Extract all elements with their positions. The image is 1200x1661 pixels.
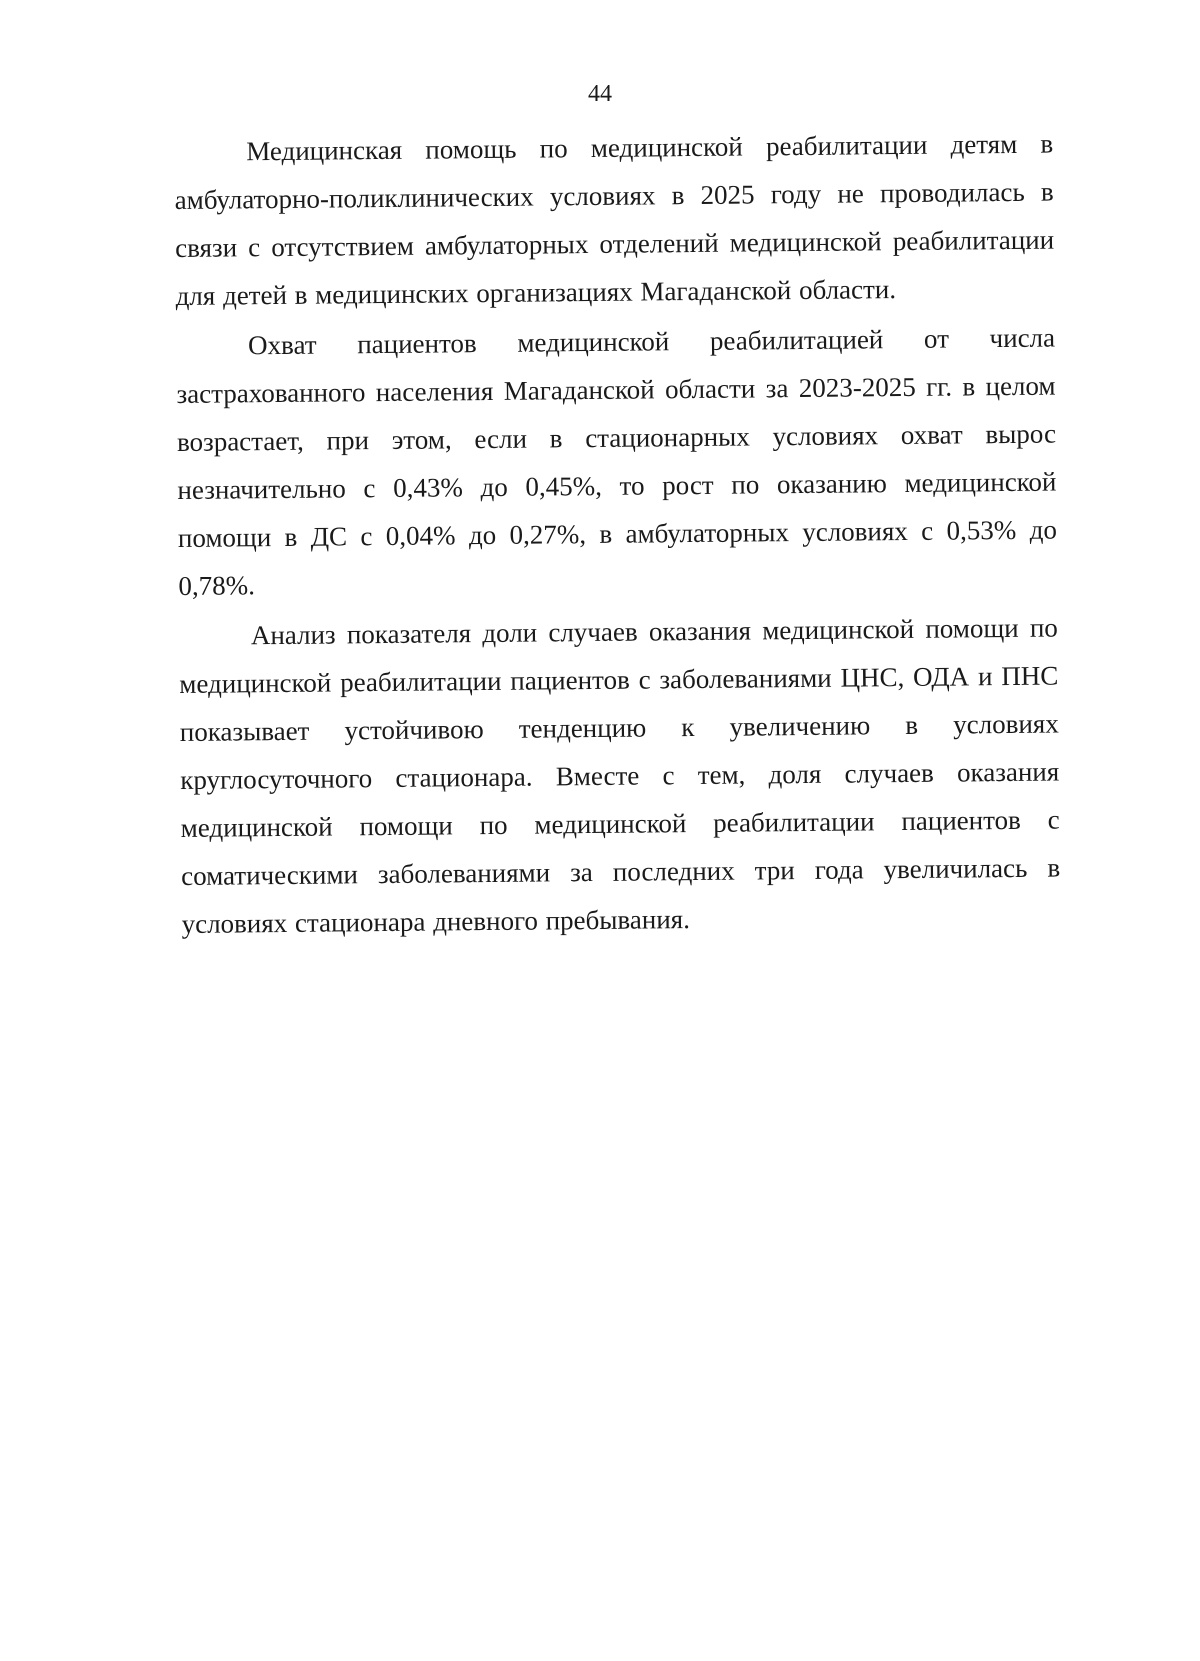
- page-number: 44: [588, 81, 612, 107]
- paragraph-pediatric-rehabilitation: Медицинская помощь по медицинской реабилитации детям в амбулаторно-поликлинических условиях в 2025 году не проводилась в связи с отсутствием амбулаторных отделений медицинской реабилитации для детей в медицинских организациях Магаданской области.: [174, 128, 1055, 311]
- paragraph-case-share-analysis: Анализ показателя доли случаев оказания медицинской помощи по медицинской реабилитации пациентов с заболеваниями ЦНС, ОДА и ПНС показывает устойчивою тенденцию к увеличению в условиях круглосуточного стационара. Вместе с тем, доля случаев оказания медицинской помощи по медицинской реабилитации пациентов с соматическими заболеваниями за последних три года увеличилась в условиях стационара дневного пребывания.: [179, 612, 1061, 939]
- paragraph-patient-coverage: Охват пациентов медицинской реабилитацией от числа застрахованного населения Магаданской области за 2023-2025 гг. в целом возрастает, при этом, если в стационарных условиях охват вырос незначительно с 0,43% до 0,45%, то рост по оказанию медицинской помощи в ДС с 0,04% до 0,27%, в амбулаторных условиях с 0,53% до 0,78%.: [176, 322, 1058, 601]
- document-body: [174, 120, 1061, 950]
